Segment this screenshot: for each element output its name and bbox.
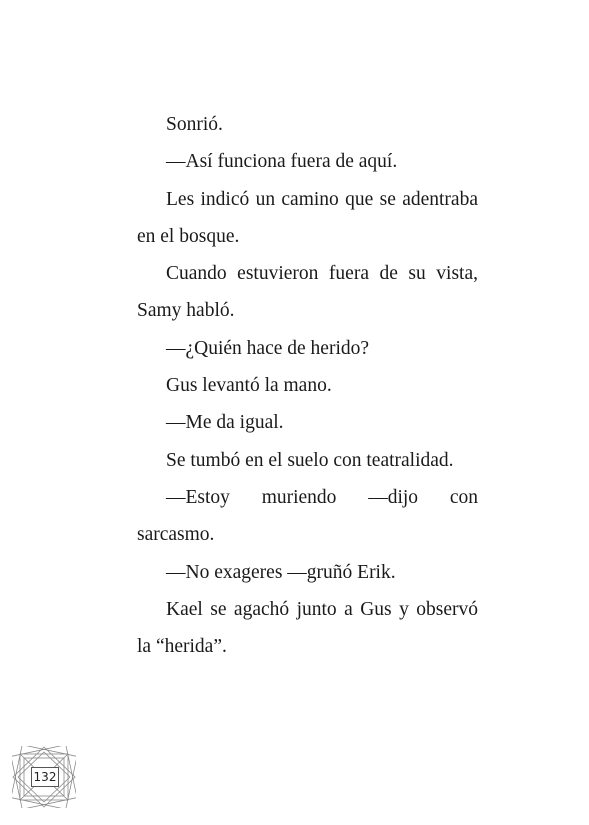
page-body-text xyxy=(137,106,478,665)
paragraph: Les indicó un camino que se adentraba en el bosque. xyxy=(137,188,478,247)
paragraph: —No exageres —gruñó Erik. xyxy=(166,561,396,583)
page-number-badge xyxy=(12,746,76,808)
paragraph: Gus levantó la mano. xyxy=(166,375,332,397)
paragraph: Se tumbó en el suelo con teatralidad. xyxy=(166,449,454,471)
paragraph: Cuando estuvieron fuera de su vista, Samy habló. xyxy=(137,263,478,322)
paragraph: Sonrió. xyxy=(166,114,223,135)
paragraph: —Me da igual. xyxy=(166,412,284,434)
paragraph: Kael se agachó junto a Gus y observó la “herida”. xyxy=(137,598,478,658)
paragraph: —¿Quién hace de herido? xyxy=(166,337,370,359)
page-number: 132 xyxy=(31,767,59,787)
paragraph: —Así funciona fuera de aquí. xyxy=(166,151,398,173)
paragraph: —Estoy muriendo —dijo con sarcasmo. xyxy=(137,486,478,546)
